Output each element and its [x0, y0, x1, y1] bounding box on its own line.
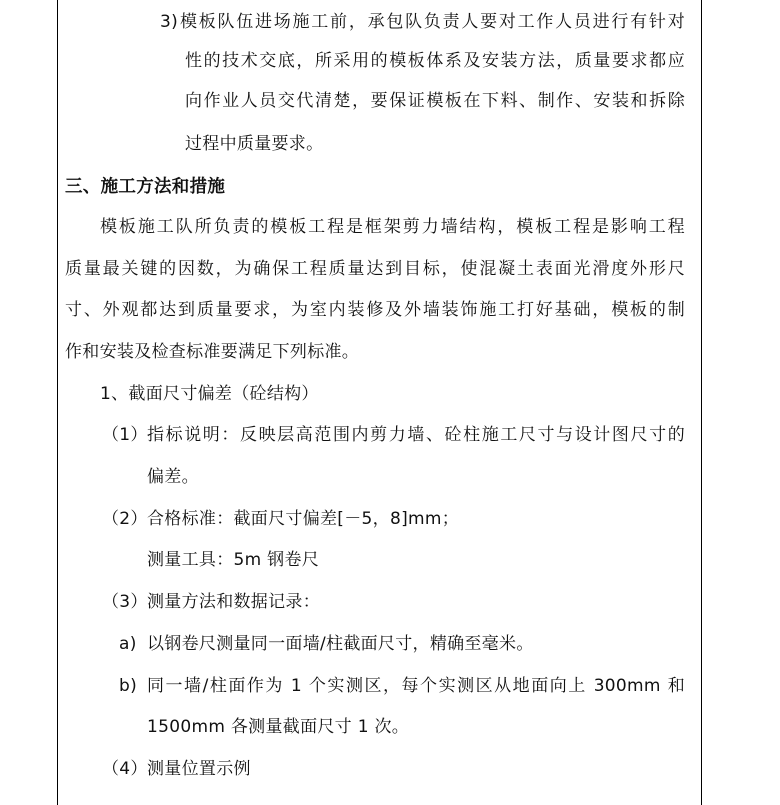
item-1-label: （1） [102, 425, 148, 445]
step-b-line-1: 同一墙/柱面作为 1 个实测区，每个实测区从地面向上 300mm 和 [147, 676, 685, 696]
item-2-line: 合格标准：截面尺寸偏差[－5，8]mm； [147, 509, 460, 529]
subsection-title: 1、截面尺寸偏差（砼结构） [100, 384, 319, 404]
item3-line-3: 向作业人员交代清楚，要保证模板在下料、制作、安装和拆除 [185, 91, 685, 111]
item-3-label: （3） [102, 592, 148, 612]
section-heading: 三、施工方法和措施 [65, 177, 226, 197]
step-b-line-2: 1500mm 各测量截面尺寸 1 次。 [147, 717, 410, 737]
step-a-line: 以钢卷尺测量同一面墙/柱截面尺寸，精确至毫米。 [147, 634, 534, 654]
item3-line-1: 模板队伍进场施工前，承包队负责人要对工作人员进行有针对 [180, 12, 685, 32]
item-4-line: 测量位置示例 [147, 759, 251, 779]
item3-label: 3) [160, 12, 179, 32]
item-2-label: （2） [102, 509, 148, 529]
item3-line-2: 性的技术交底，所采用的模板体系及安装方法，质量要求都应 [185, 51, 685, 71]
measuring-tool: 测量工具：5m 钢卷尺 [147, 550, 320, 570]
step-a-label: a) [119, 634, 137, 654]
para-line-3: 寸、外观都达到质量要求，为室内装修及外墙装饰施工打好基础，模板的制 [65, 300, 685, 320]
item-1-line-1: 指标说明：反映层高范围内剪力墙、砼柱施工尺寸与设计图尺寸的 [147, 425, 685, 445]
para-line-2: 质量最关键的因数，为确保工程质量达到目标，使混凝土表面光滑度外形尺 [65, 259, 685, 279]
para-line-1: 模板施工队所负责的模板工程是框架剪力墙结构，模板工程是影响工程 [100, 217, 685, 237]
item3-line-4: 过程中质量要求。 [185, 134, 324, 154]
step-b-label: b) [119, 676, 138, 696]
para-line-4: 作和安装及检查标准要满足下列标准。 [65, 342, 360, 362]
item-1-line-2: 偏差。 [147, 467, 199, 487]
item-3-line: 测量方法和数据记录： [147, 592, 320, 612]
item-4-label: （4） [102, 759, 148, 779]
